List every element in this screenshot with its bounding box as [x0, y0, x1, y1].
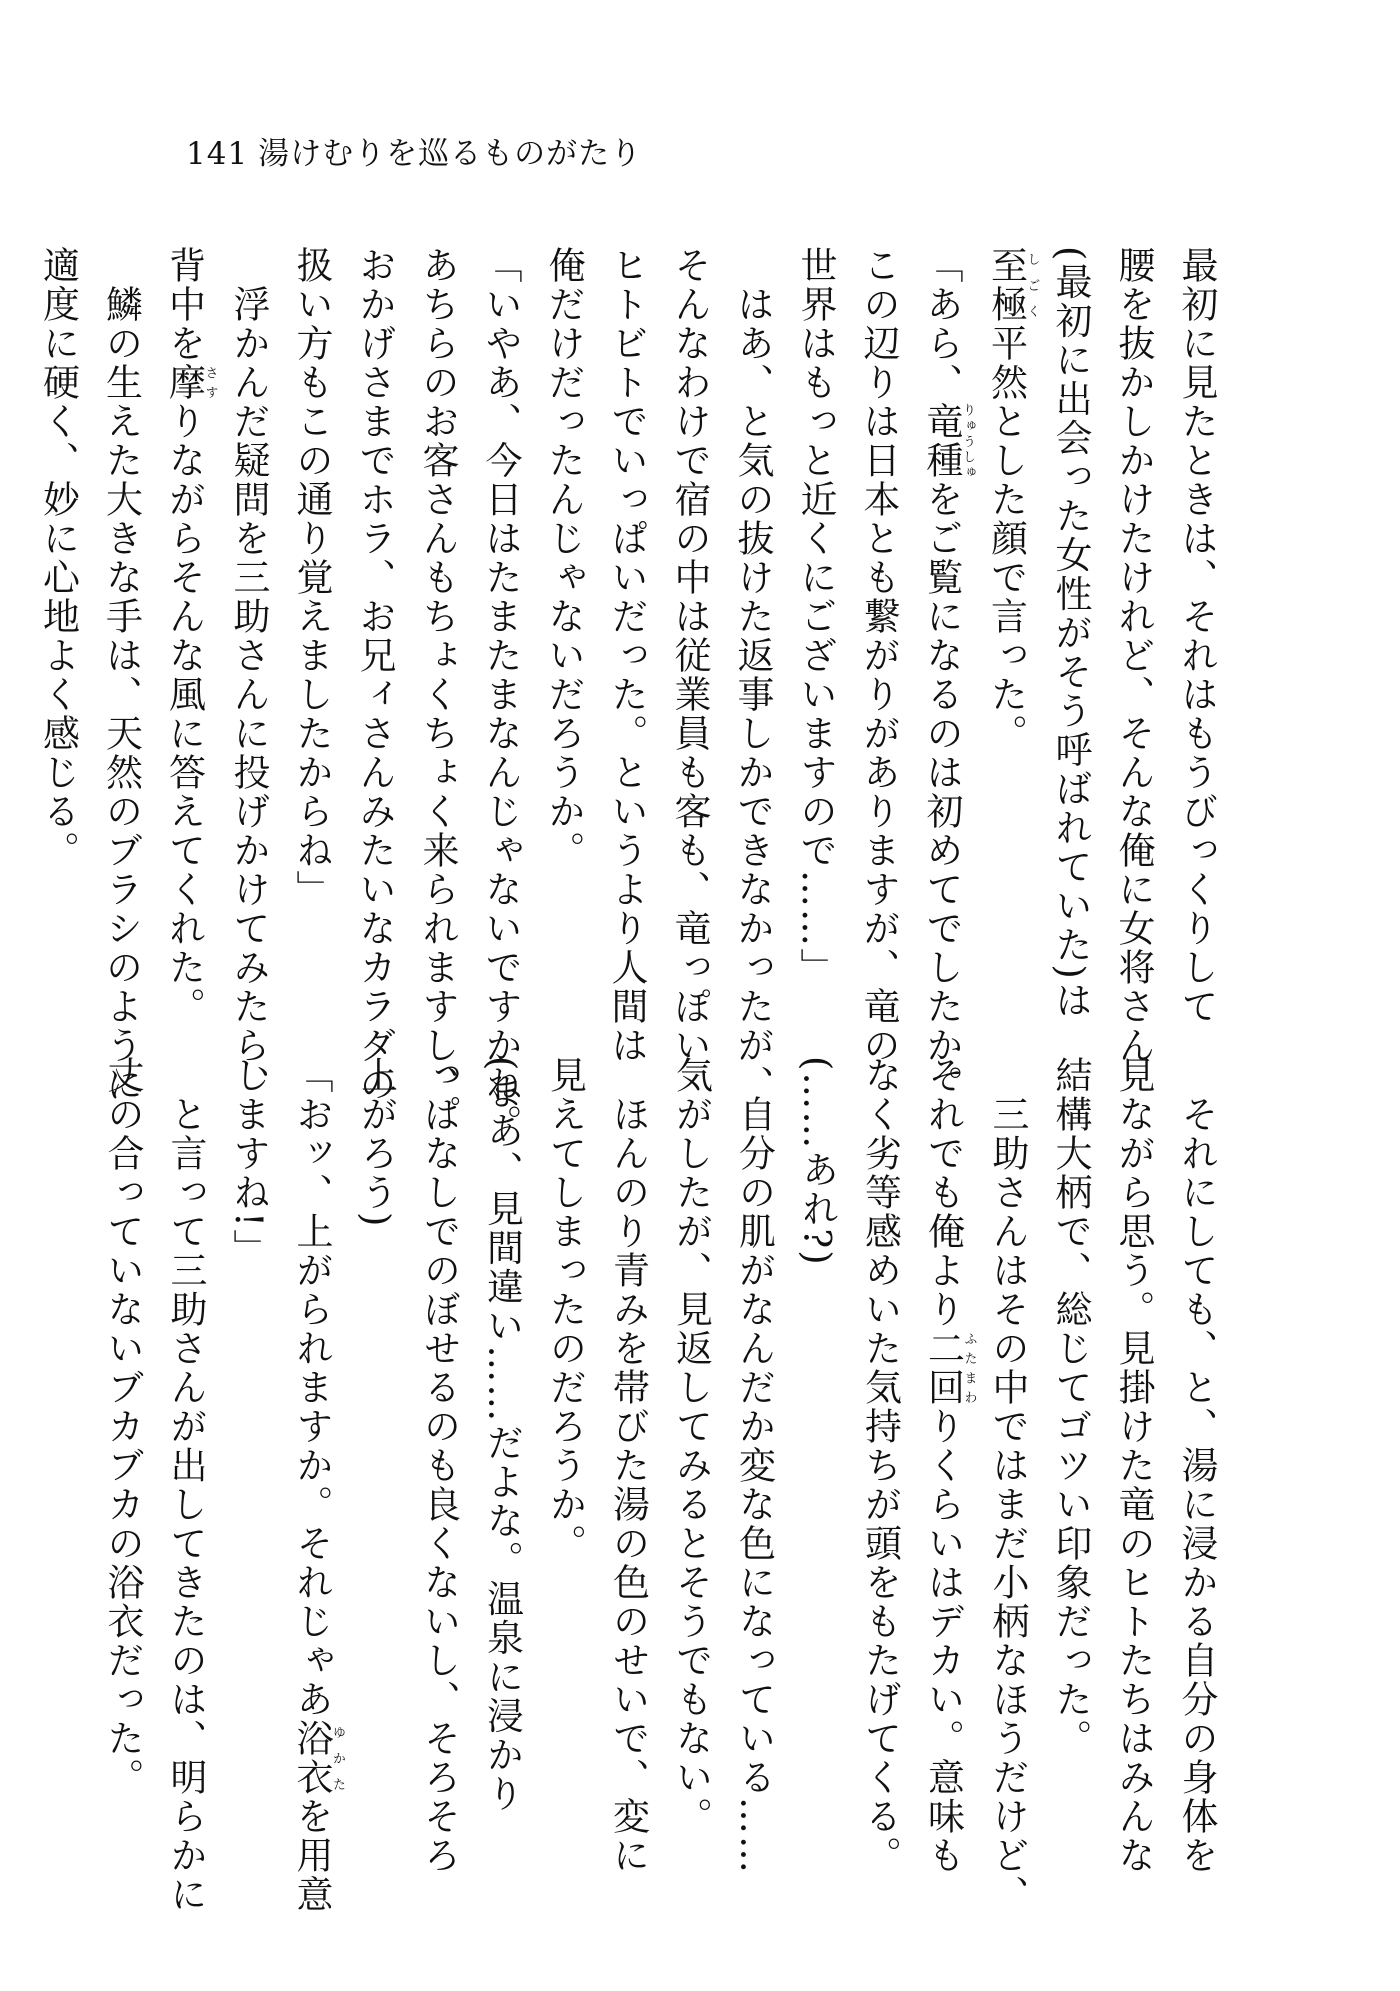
line-text: 「あら、	[920, 246, 963, 402]
furigana-word	[162, 363, 218, 402]
book-title: 湯けむりを巡るものがたり	[258, 136, 643, 172]
text-line: 気がしたが、見返してみるとそうでもない。	[669, 1056, 713, 1836]
text-line: 適度に硬く、妙に心地よく感じる。	[36, 246, 80, 870]
text-line: 浮かんだ疑問を三助さんに投げかけてみたら、	[227, 246, 270, 1104]
furigana-word	[920, 402, 975, 480]
furigana-reading: ふたまわ	[961, 1329, 977, 1407]
text-line: 鱗の生えた大きな手は、天然のブラシのように	[99, 246, 143, 1104]
line-text: りながらそんな風に答えてくれた。	[162, 402, 206, 1026]
text-line: おかげさまでホラ、お兄ィさんみたいなカラダの	[353, 246, 396, 1104]
line-text: を用意	[290, 1797, 333, 1914]
text-line: 世界はもっと近くにございますので……」	[794, 246, 837, 987]
furigana-reading: ゆかた	[330, 1719, 345, 1797]
text-line: あちらのお客さんもちょくちょく来られますし、	[416, 246, 459, 1104]
furigana-word	[984, 246, 1040, 324]
line-text: をご覧になるのは初めてでしたか。	[920, 480, 963, 1104]
text-line	[912, 1056, 977, 1875]
text-line: 丈の合っていないブカブカの浴衣だった。	[101, 1056, 144, 1797]
text-line	[280, 1056, 345, 1914]
text-line: ほんのり青みを帯びた湯の色のせいで、変に	[606, 1056, 650, 1875]
line-text: 背中を	[162, 246, 206, 363]
text-line: (……あれ?)	[795, 1056, 839, 1267]
furigana-word	[921, 1329, 977, 1407]
line-text: りくらいはデカい。意味も	[921, 1407, 965, 1875]
text-line: っぱなしでのぼせるのも良くないし、そろそろ	[417, 1056, 461, 1875]
text-line: ヒトビトでいっぱいだった。というより人間は	[605, 246, 648, 1065]
text-line: 三助さんはその中ではまだ小柄なほうだけど、	[986, 1056, 1029, 1914]
text-line	[910, 246, 975, 1104]
text-line	[153, 246, 218, 1026]
text-line: 自分の肌がなんだか変な色になっている……	[732, 1056, 776, 1875]
text-line: 最初に見たときは、それはもうびっくりして	[1175, 246, 1218, 1026]
text-line: (最初に出会った女性がそう呼ばれていた)は	[1049, 246, 1092, 1020]
line-text: 「おッ、上がられますか。それじゃあ	[290, 1056, 333, 1719]
text-line: この辺りは日本とも繋がりがありますが、竜の	[857, 246, 900, 1065]
text-line: 見えてしまったのだろうか。	[543, 1056, 587, 1563]
text-line: (まあ、見間違い……だよな。温泉に浸かり	[480, 1056, 524, 1814]
text-block-bottom	[91, 1056, 1228, 1914]
text-line: と言って三助さんが出してきたのは、明らかに	[164, 1056, 207, 1914]
line-text: 平然とした顔で言った。	[984, 324, 1028, 753]
running-header	[186, 128, 642, 173]
text-line: 上がろう)	[354, 1056, 398, 1229]
text-line: なく劣等感めいた気持ちが頭をもたげてくる。	[858, 1056, 902, 1875]
ruby-base: 摩	[162, 363, 206, 402]
text-line: はあ、と気の抜けた返事しかできなかったが、	[731, 246, 774, 1104]
text-line: 俺だけだったんじゃないだろうか。	[542, 246, 585, 870]
furigana-reading: さす	[202, 363, 218, 402]
ruby-base: 浴衣	[290, 1719, 333, 1797]
text-line: 「いやあ、今日はたまたまなんじゃないですかね。	[479, 246, 522, 1143]
ruby-base: 二回	[921, 1329, 965, 1407]
text-line	[975, 246, 1040, 986]
text-line: それにしても、と、湯に浸かる自分の身体を	[1175, 1056, 1218, 1875]
page-number: 141	[186, 136, 249, 172]
text-line: しますね!」	[227, 1056, 270, 1268]
furigana-word	[290, 1719, 345, 1797]
text-line: そんなわけで宿の中は従業員も客も、竜っぽい	[668, 246, 711, 1065]
furigana-reading: りゅうしゅ	[960, 402, 975, 480]
ruby-base: 竜種	[920, 402, 963, 480]
text-line: 結構大柄で、総じてゴツい印象だった。	[1049, 1056, 1092, 1758]
text-line: 見ながら思う。見掛けた竜のヒトたちはみんな	[1112, 1056, 1155, 1875]
text-line: 扱い方もこの通り覚えましたからね」	[290, 246, 333, 909]
text-line: 腰を抜かしかけたけれど、そんな俺に女将さん	[1112, 246, 1155, 1065]
ruby-base: 至極	[984, 246, 1028, 324]
line-text: それでも俺より	[921, 1056, 965, 1329]
furigana-reading: しごく	[1024, 246, 1040, 324]
